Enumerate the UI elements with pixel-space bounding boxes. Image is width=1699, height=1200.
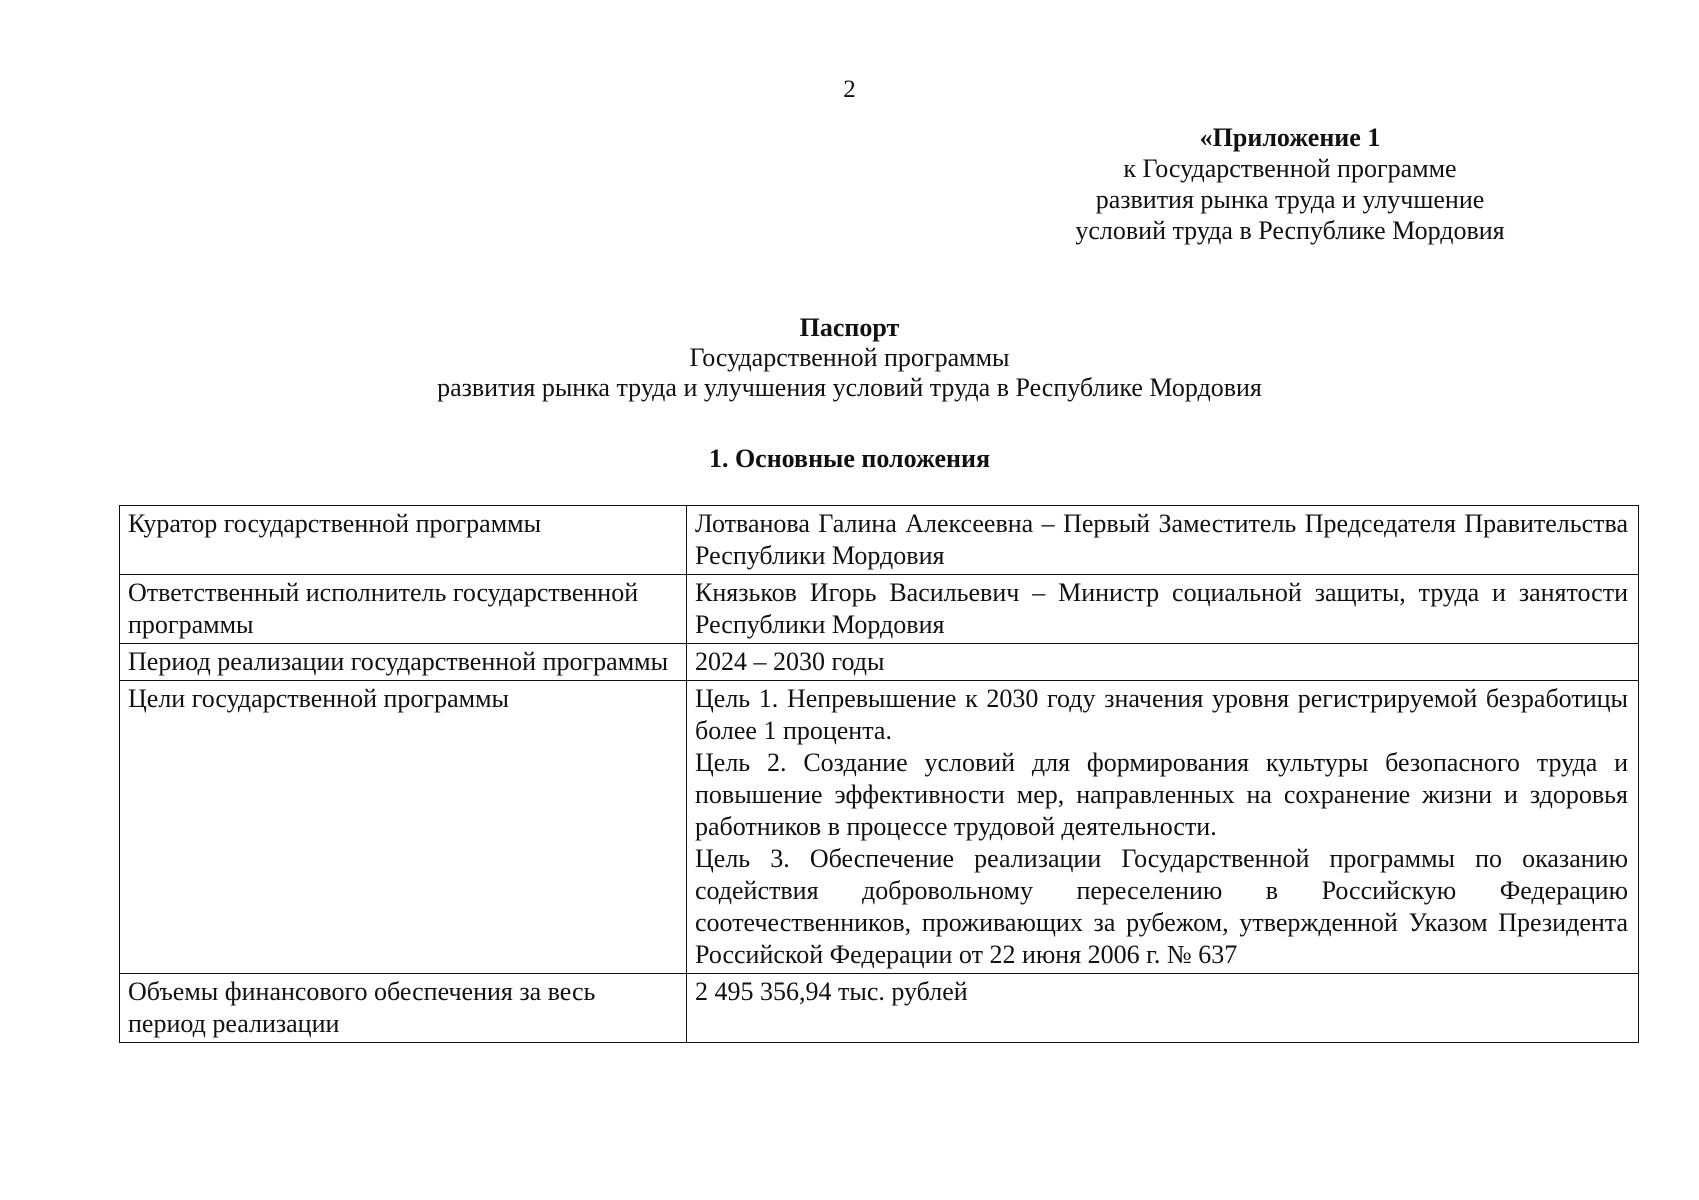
table-row-curator [120, 506, 1639, 575]
row-label: Цели государственной программы [120, 681, 687, 974]
row-label: Ответственный исполнитель государственной программы [120, 575, 687, 644]
appendix-line-3: условий труда в Республике Мордовия [1075, 216, 1505, 245]
table-row-goals [120, 681, 1639, 974]
goal-3: Цель 3. Обеспечение реализации Государственной программы по оказанию содействия добровольному переселению в Российскую Федерацию соотечественников, проживающих за рубежом, утвержденной Указом Президента Российской Федерации от 22 июня 2006 г. № 637 [695, 844, 1628, 969]
page-number: 2 [843, 76, 856, 103]
section-heading: 1. Основные положения [708, 444, 991, 473]
appendix-header [1020, 122, 1560, 246]
row-value: 2 495 356,94 тыс. рублей [687, 974, 1639, 1043]
passport-title-block [0, 313, 1699, 403]
row-label: Куратор государственной программы [120, 506, 687, 575]
goal-2: Цель 2. Создание условий для формирования культуры безопасного труда и повышение эффективности мер, направленных на сохранение жизни и здоровья работников в процессе трудовой деятельности. [695, 748, 1628, 841]
row-value-goals [687, 681, 1639, 974]
row-label: Период реализации государственной программы [120, 644, 687, 681]
table-row-period [120, 644, 1639, 681]
row-label: Объемы финансового обеспечения за весь период реализации [120, 974, 687, 1043]
passport-table [119, 505, 1639, 1043]
passport-title: Паспорт [799, 313, 900, 342]
appendix-line-1: к Государственной программе [1123, 154, 1457, 183]
row-value: 2024 – 2030 годы [687, 644, 1639, 681]
table-row-executor [120, 575, 1639, 644]
passport-subtitle-2: развития рынка труда и улучшения условий труда в Республике Мордовия [437, 373, 1262, 402]
appendix-title: «Приложение 1 [1199, 123, 1381, 152]
passport-subtitle-1: Государственной программы [689, 343, 1010, 372]
table-row-funding [120, 974, 1639, 1043]
goal-1: Цель 1. Непревышение к 2030 году значения уровня регистрируемой безработицы более 1 процента. [695, 684, 1628, 745]
appendix-line-2: развития рынка труда и улучшение [1095, 185, 1485, 214]
row-value: Князьков Игорь Васильевич – Министр социальной защиты, труда и занятости Республики Мордовия [687, 575, 1639, 644]
row-value: Лотванова Галина Алексеевна – Первый Заместитель Председателя Правительства Республики Мордовия [687, 506, 1639, 575]
